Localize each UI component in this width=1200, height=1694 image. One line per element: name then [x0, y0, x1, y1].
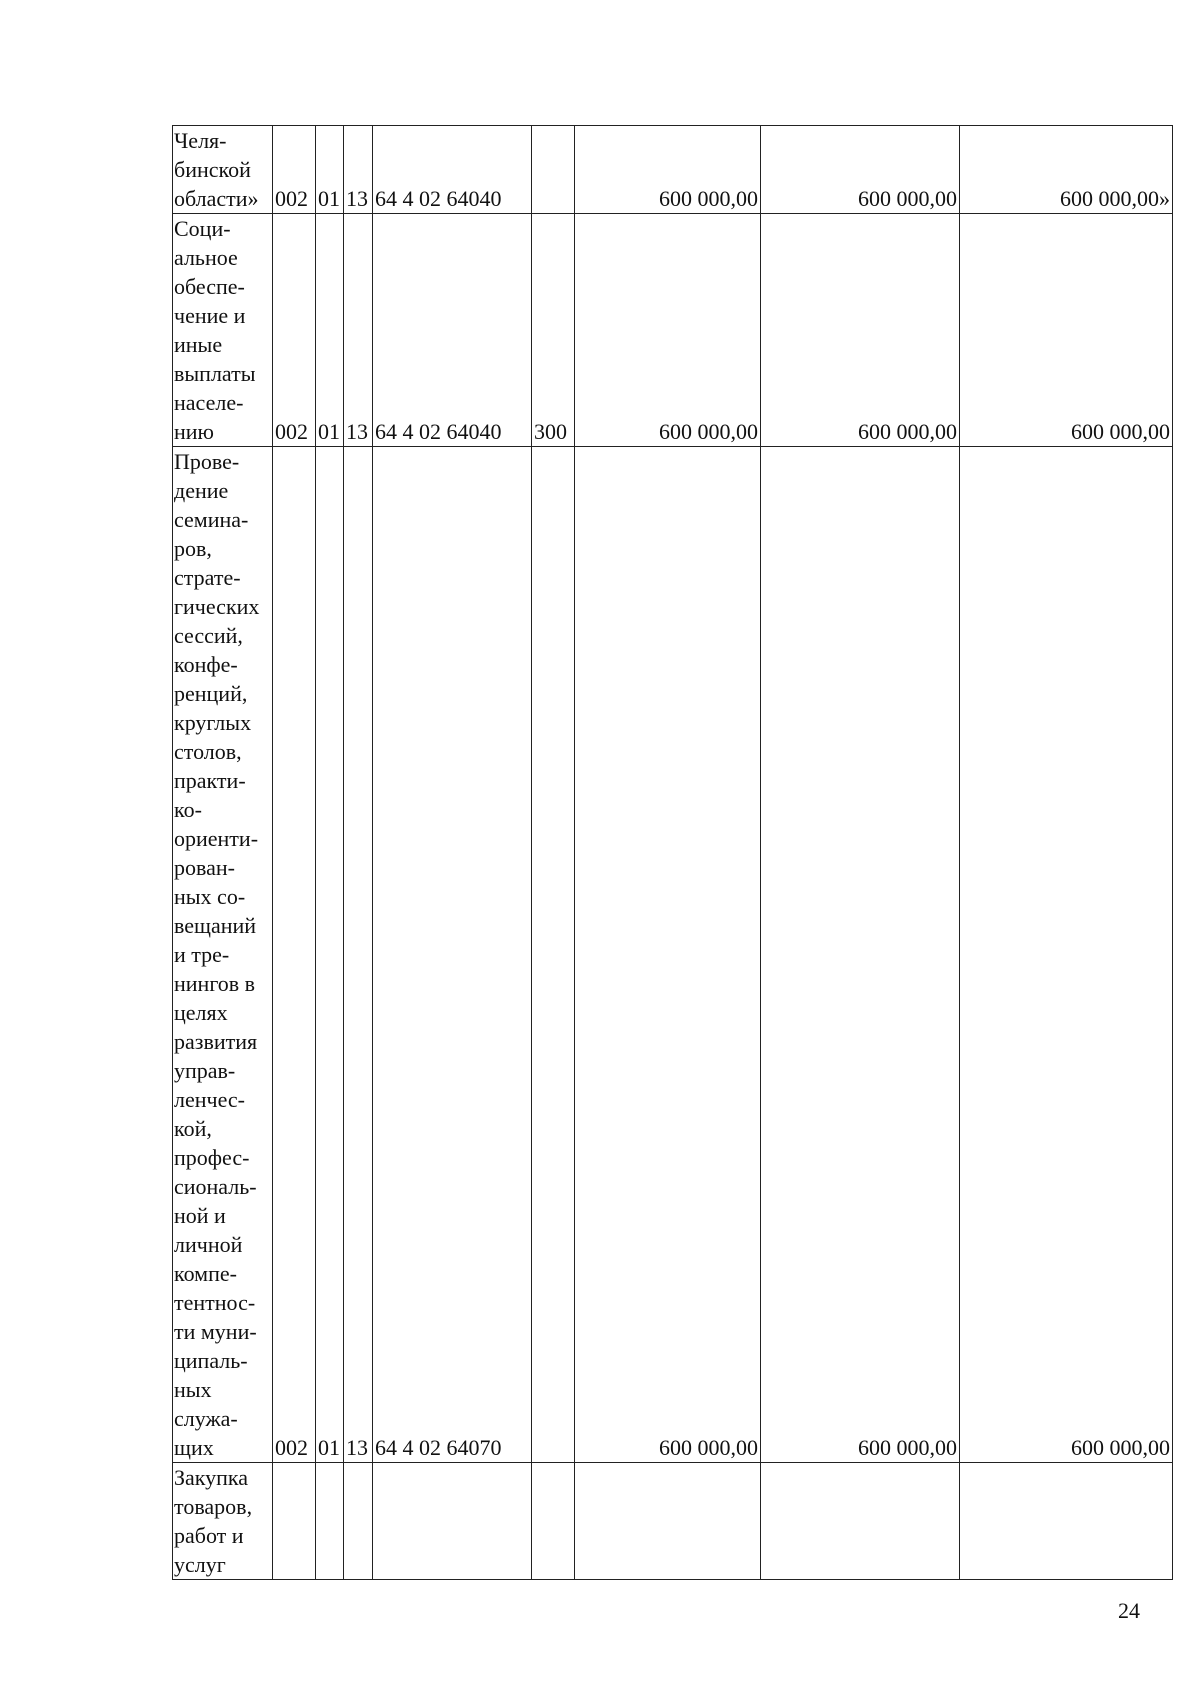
- row-name-line: Соци-: [174, 216, 231, 241]
- row-name-line: ленчес-: [174, 1087, 245, 1112]
- ministry-code-cell: 002: [273, 214, 316, 447]
- table-body: [173, 126, 1173, 1580]
- row-name-line: вещаний: [174, 913, 257, 938]
- row-name-line: личной: [174, 1232, 243, 1257]
- table-row: [173, 126, 1173, 214]
- row-name-line: сессий,: [174, 623, 243, 648]
- section-code-cell: 01: [316, 126, 344, 214]
- expense-kind-cell: [532, 126, 575, 214]
- row-name-line: выплаты: [174, 361, 256, 386]
- row-name-line: кой,: [174, 1116, 212, 1141]
- row-name-line: ных: [174, 1377, 212, 1402]
- row-name-cell: [173, 1463, 273, 1580]
- row-name-line: чение и: [174, 303, 246, 328]
- row-name-cell: [173, 214, 273, 447]
- row-name-line: ориенти-: [174, 826, 259, 851]
- table-row: [173, 447, 1173, 1463]
- amount-year1-cell: 600 000,00: [575, 126, 761, 214]
- section-code-cell: 01: [316, 214, 344, 447]
- row-name-line: Челя-: [174, 128, 227, 153]
- target-code-cell: 64 4 02 64040: [373, 214, 532, 447]
- row-name-line: профес-: [174, 1145, 250, 1170]
- row-name-line: области»: [174, 186, 259, 211]
- amount-year1-cell: 600 000,00: [575, 214, 761, 447]
- row-name-line: столов,: [174, 739, 242, 764]
- subsection-code-cell: 13: [344, 214, 373, 447]
- expense-kind-cell: [532, 447, 575, 1463]
- page-number: 24: [1118, 1598, 1140, 1623]
- row-name-line: гических: [174, 594, 260, 619]
- row-name-line: компе-: [174, 1261, 237, 1286]
- amount-year3-cell: [960, 1463, 1173, 1580]
- amount-year3-cell: 600 000,00»: [960, 126, 1173, 214]
- row-name-line: служа-: [174, 1406, 238, 1431]
- section-code-cell: 01: [316, 447, 344, 1463]
- row-name-line: ной и: [174, 1203, 226, 1228]
- row-name-line: товаров,: [174, 1494, 253, 1519]
- subsection-code-cell: 13: [344, 126, 373, 214]
- row-name-line: услуг: [174, 1552, 226, 1577]
- row-name-line: Закупка: [174, 1465, 249, 1490]
- table-row: [173, 214, 1173, 447]
- row-name-line: управ-: [174, 1058, 236, 1083]
- row-name-line: ти муни-: [174, 1319, 257, 1344]
- row-name-line: конфе-: [174, 652, 238, 677]
- subsection-code-cell: [344, 1463, 373, 1580]
- amount-year2-cell: 600 000,00: [761, 214, 960, 447]
- amount-year2-cell: [761, 1463, 960, 1580]
- row-name-cell: [173, 126, 273, 214]
- row-name-line: щих: [174, 1435, 214, 1460]
- expense-kind-cell: [532, 1463, 575, 1580]
- row-name-line: ров,: [174, 536, 212, 561]
- row-name-line: рован-: [174, 855, 235, 880]
- target-code-cell: [373, 1463, 532, 1580]
- row-name-cell: [173, 447, 273, 1463]
- amount-year1-cell: 600 000,00: [575, 447, 761, 1463]
- amount-year3-cell: 600 000,00: [960, 447, 1173, 1463]
- amount-year2-cell: 600 000,00: [761, 447, 960, 1463]
- amount-year1-cell: [575, 1463, 761, 1580]
- amount-year2-cell: 600 000,00: [761, 126, 960, 214]
- row-name-line: ко-: [174, 797, 202, 822]
- row-name-line: круглых: [174, 710, 252, 735]
- row-name-line: и тре-: [174, 942, 230, 967]
- ministry-code-cell: 002: [273, 447, 316, 1463]
- ministry-code-cell: [273, 1463, 316, 1580]
- row-name-line: ципаль-: [174, 1348, 248, 1373]
- row-name-line: обеспе-: [174, 274, 245, 299]
- row-name-line: ренций,: [174, 681, 248, 706]
- subsection-code-cell: 13: [344, 447, 373, 1463]
- row-name-line: тентнос-: [174, 1290, 256, 1315]
- row-name-line: ных со-: [174, 884, 246, 909]
- row-name-line: страте-: [174, 565, 241, 590]
- row-name-line: населе-: [174, 390, 244, 415]
- table-row: [173, 1463, 1173, 1580]
- target-code-cell: 64 4 02 64070: [373, 447, 532, 1463]
- row-name-line: альное: [174, 245, 238, 270]
- ministry-code-cell: 002: [273, 126, 316, 214]
- row-name-line: развития: [174, 1029, 258, 1054]
- row-name-line: нингов в: [174, 971, 256, 996]
- expense-kind-cell: 300: [532, 214, 575, 447]
- row-name-line: Прове-: [174, 449, 240, 474]
- row-name-line: иные: [174, 332, 223, 357]
- row-name-line: работ и: [174, 1523, 244, 1548]
- amount-year3-cell: 600 000,00: [960, 214, 1173, 447]
- section-code-cell: [316, 1463, 344, 1580]
- row-name-line: нию: [174, 419, 214, 444]
- target-code-cell: 64 4 02 64040: [373, 126, 532, 214]
- row-name-line: практи-: [174, 768, 246, 793]
- row-name-line: семина-: [174, 507, 249, 532]
- row-name-line: целях: [174, 1000, 228, 1025]
- row-name-line: сиональ-: [174, 1174, 257, 1199]
- row-name-line: дение: [174, 478, 229, 503]
- row-name-line: бинской: [174, 157, 251, 182]
- budget-table: [172, 125, 1173, 1580]
